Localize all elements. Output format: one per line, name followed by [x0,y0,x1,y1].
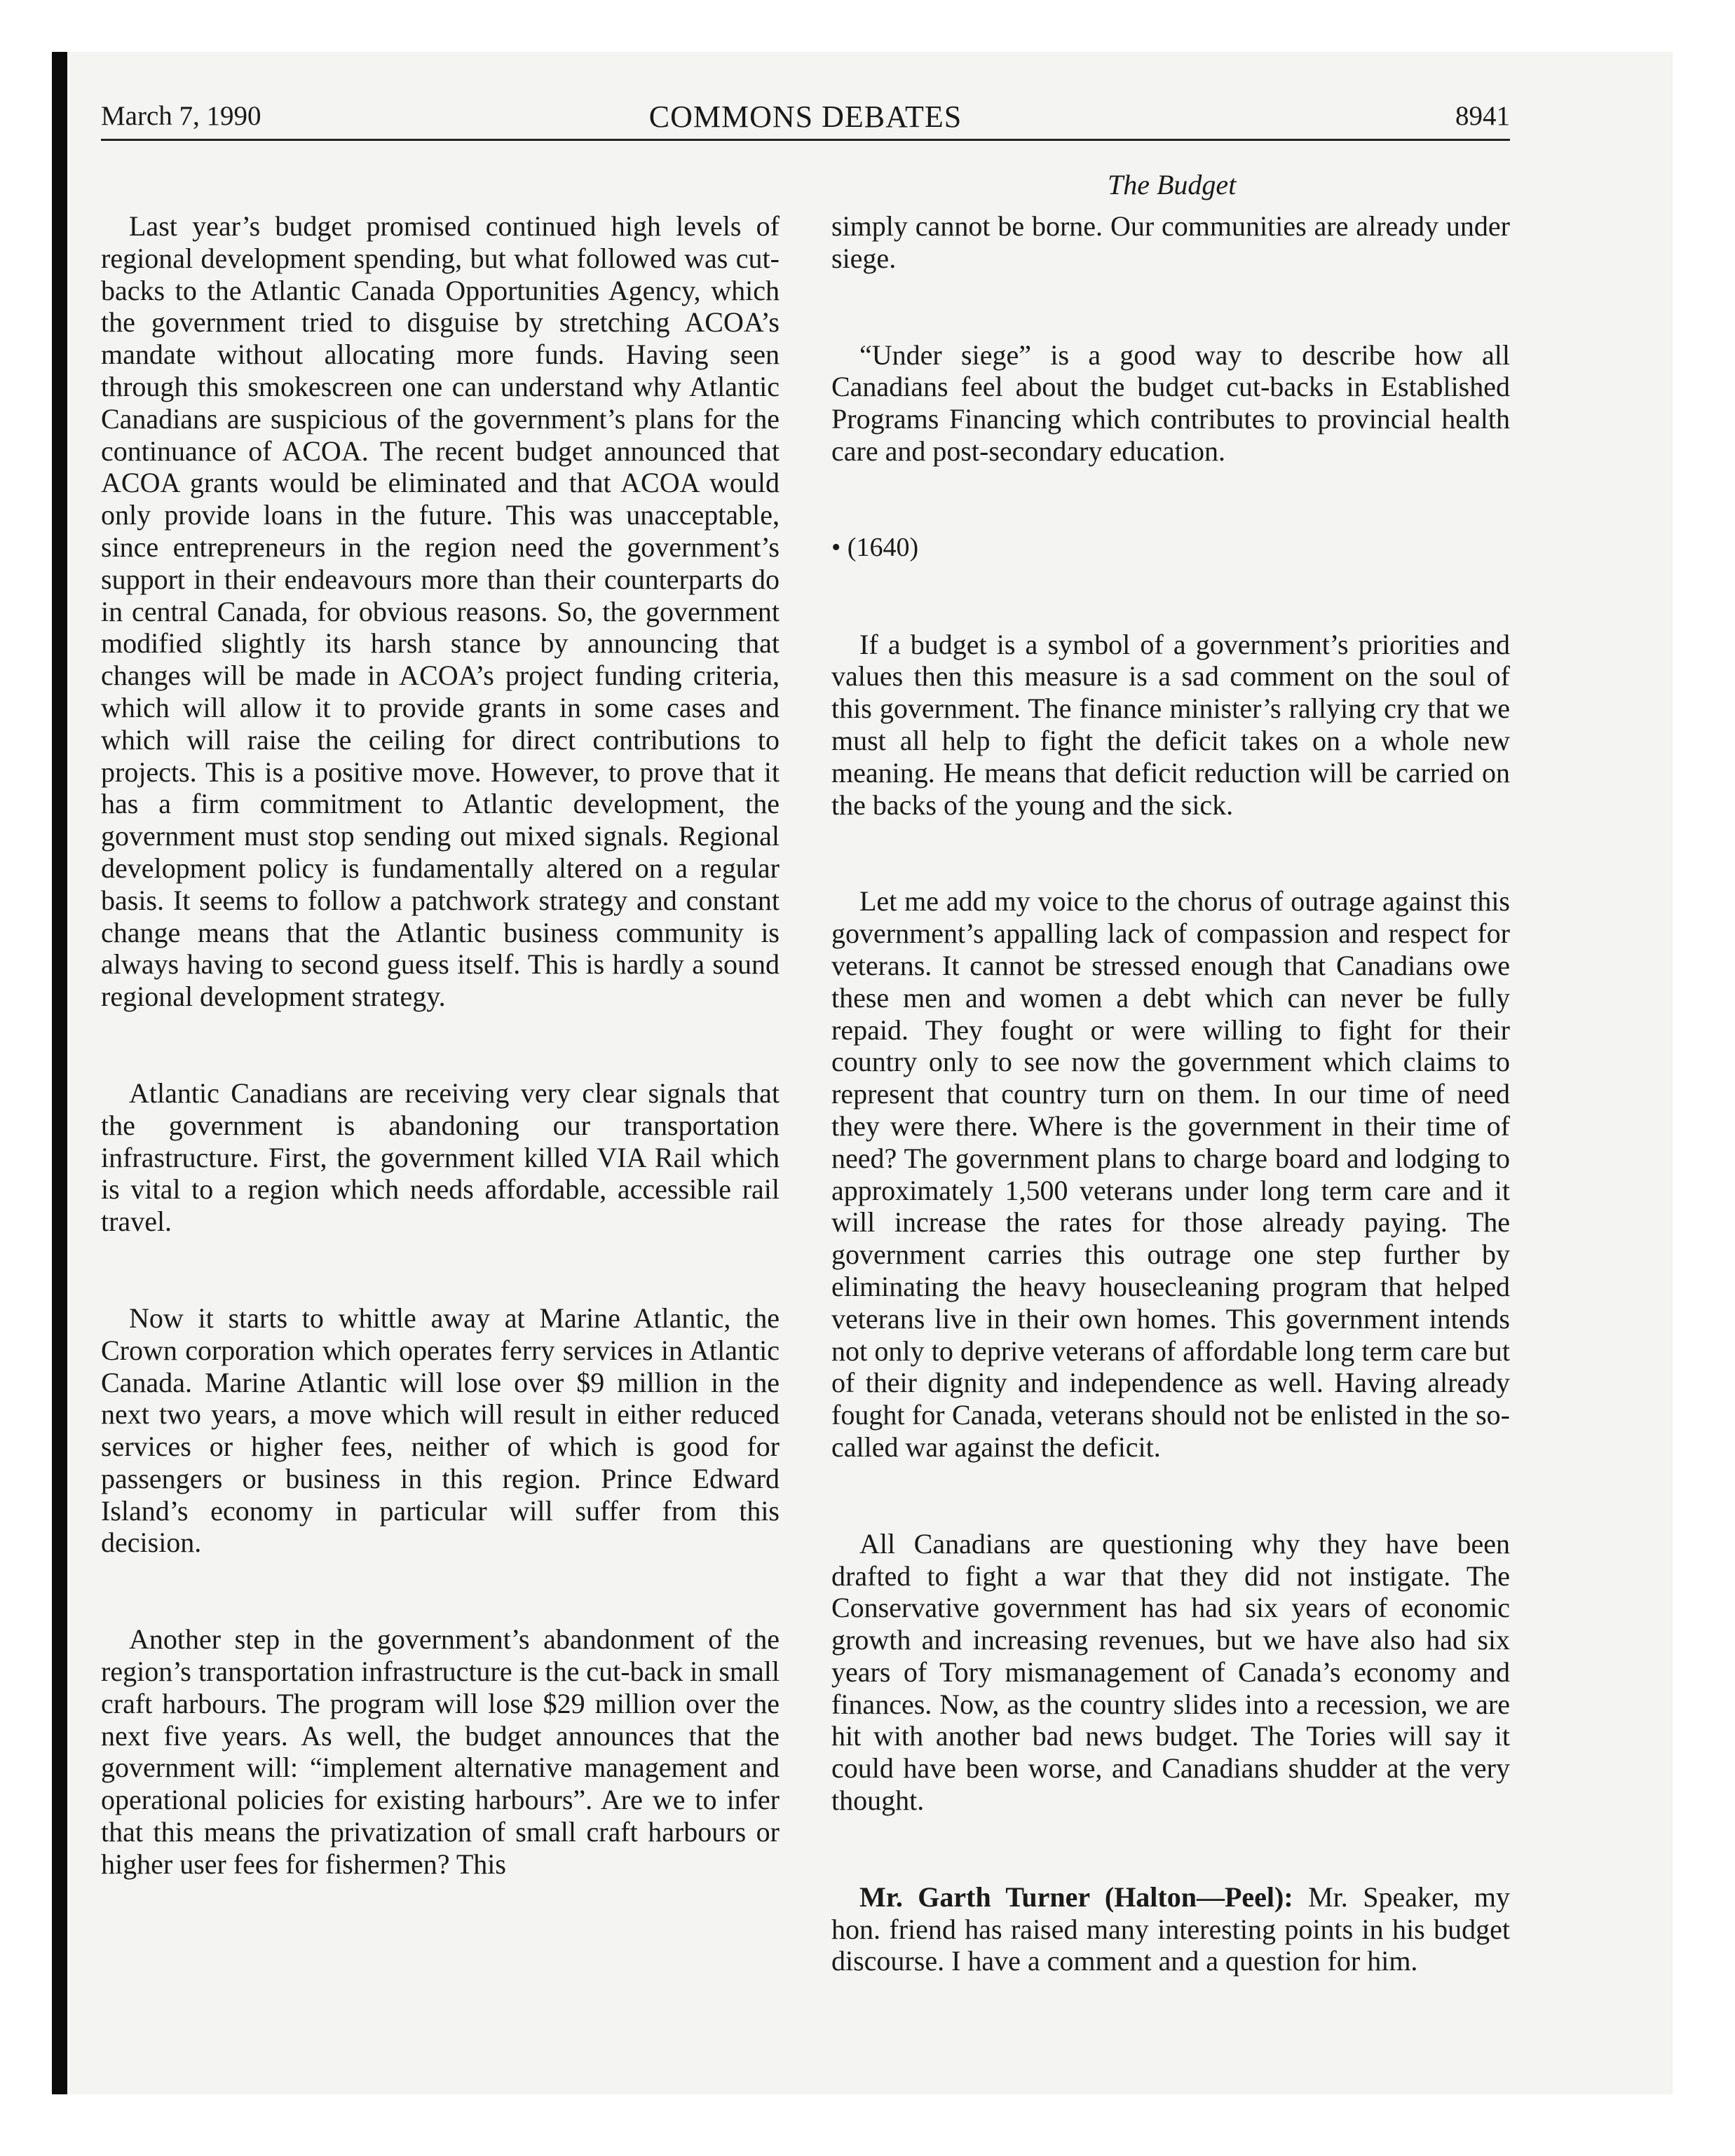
paragraph-budget-symbol: If a budget is a symbol of a government’s priorities and values then this measure is a sad comment on the soul of this government. The finance minister’s rallying cry that we must all help to fight the deficit takes on a whole new meaning. He means that deficit reduction will be carried on the backs of the young and the sick. [831,628,1510,821]
left-column [101,210,780,1945]
paragraph-veterans: Let me add my voice to the chorus of outrage against this government’s appalling lack of compassion and respect for veterans. It cannot be stressed enough that Canadians owe these men and women a debt which can never be fully repaid. They fought or were willing to fight for their country only to see now the government which claims to represent that country turn on them. In our time of need they were there. Where is the government in their time of need? The government plans to charge board and lodging to approximately 1,500 veterans under long term care and it will increase the rates for those already paying. The government carries this outrage one step further by eliminating the heavy housecleaning program that helped veterans live in their own homes. This government intends not only to deprive veterans of affordable long term care but of their dignity and independence as well. Having already fought for Canada, veterans should not be enlisted in the so-called war against the deficit. [831,885,1510,1463]
scan-edge [52,52,67,2094]
time-marker: • (1640) [831,532,919,562]
speaker-name: Mr. Garth Turner (Halton—Peel): [859,1881,1293,1913]
paragraph-speaker-turner [831,1881,1510,1977]
paragraph-small-craft-harbours: Another step in the government’s abandonment of the region’s transportation infrastructure is the cut-back in small craft harbours. The program will lose $29 million over the next five years. As well, the budget announces that the government will: “implement alternative management and operational policies for existing harbours”. Are we to infer that this means the privatization of small craft harbours or higher user fees for fishermen? This [101,1623,780,1880]
header-title: COMMONS DEBATES [648,100,962,134]
section-title: The Budget [1108,169,1237,200]
paragraph-marine-atlantic: Now it starts to whittle away at Marine Atlantic, the Crown corporation which operates ferry services in Atlantic Canada. Marine Atlantic will lose over $9 million in the next two years, a move which will result in either reduced services or higher fees, neither of which is good for passengers or business in this region. Prince Edward Island’s economy in particular will suffer from this decision. [101,1302,780,1559]
paragraph-questioning: All Canadians are questioning why they have been drafted to fight a war that they did not instigate. The Conservative government has had six years of economic growth and increasing revenues, but we have also had six years of Tory mismanagement of Canada’s economy and finances. Now, as the country slides into a recession, we are hit with another bad news budget. The Tories will say it could have been worse, and Canadians shudder at the very thought. [831,1527,1510,1817]
right-column [831,210,1510,2042]
paragraph-acoa: Last year’s budget promised continued high levels of regional development spending, but what followed was cut-backs to the Atlantic Canada Opportunities Agency, which the government tried to disguise by stretching ACOA’s mandate without allocating more funds. Having seen through this smokescreen one can understand why Atlantic Canadians are suspicious of the government’s plans for the continuance of ACOA. The recent budget announced that ACOA grants would be eliminated and that ACOA would only provide loans in the future. This was unacceptable, since entrepreneurs in the region need the government’s support in their endeavours more than their counterparts do in central Canada, for obvious reasons. So, the government modified slightly its harsh stance by announcing that changes will be made in ACOA’s project funding criteria, which will allow it to provide grants in some cases and which will raise the ceiling for direct contributions to projects. This is a positive move. However, to prove that it has a firm commitment to Atlantic development, the government must stop sending out mixed signals. Regional development policy is fundamentally altered on a regular basis. It seems to follow a patchwork strategy and constant change means that the Atlantic business community is always having to second guess itself. This is hardly a sound regional development strategy. [101,210,780,1013]
paragraph-transportation: Atlantic Canadians are receiving very clear signals that the government is abandoning our transportation infrastructure. First, the government killed VIA Rail which is vital to a region which needs affordable, accessible rail travel. [101,1077,780,1238]
header-date: March 7, 1990 [101,101,261,131]
paragraph-under-siege: “Under siege” is a good way to describe how all Canadians feel about the budget cut-backs in Established Programs Financing which contributes to provincial health care and post-secondary education. [831,339,1510,467]
page-header [101,90,1510,141]
paragraph-continuation: simply cannot be borne. Our communities are already under siege. [831,210,1510,274]
speaker-text: Mr. Speaker, my hon. friend has raised many interesting points in his budget discourse. I have a comment and a question for him. [831,1881,1510,1977]
header-page-number: 8941 [1455,101,1510,131]
